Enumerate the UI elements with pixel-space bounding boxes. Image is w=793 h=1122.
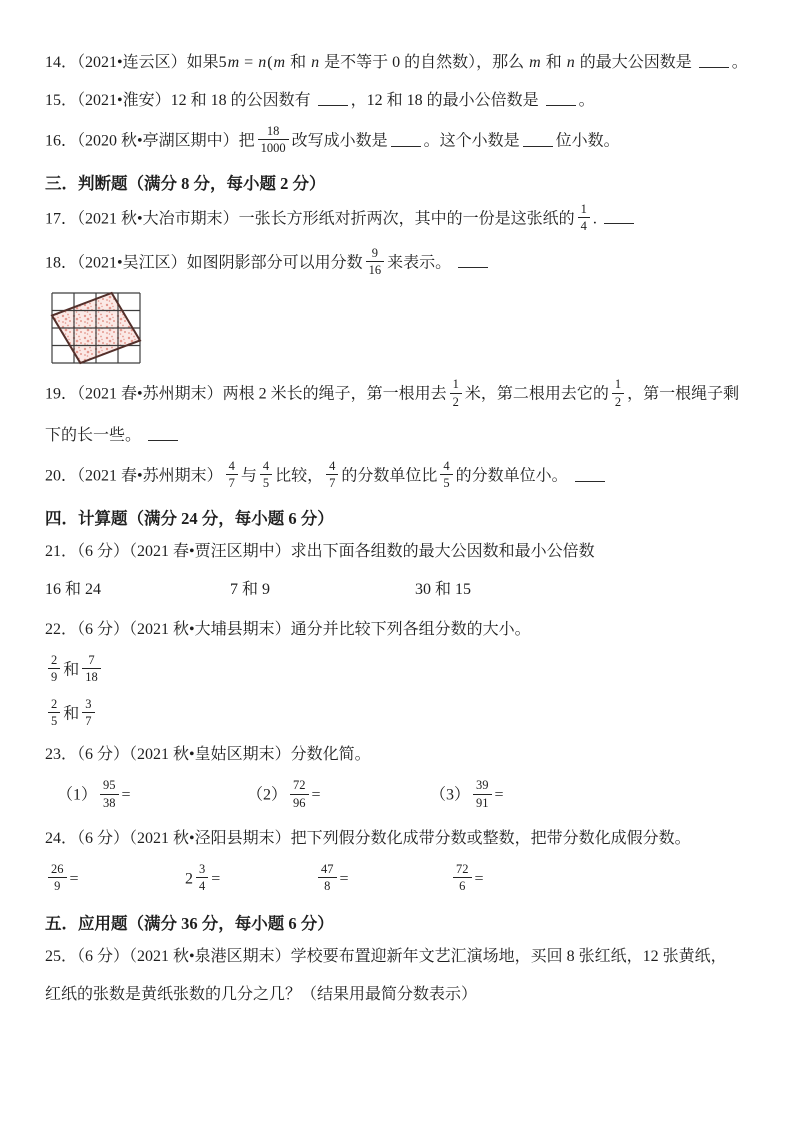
- fraction: [100, 778, 119, 810]
- fraction-denominator: 7: [226, 474, 238, 490]
- fraction-denominator: 96: [290, 794, 309, 810]
- question-17: [45, 201, 748, 236]
- text-run: 7 和 9: [230, 580, 271, 598]
- fraction-denominator: 18: [82, 668, 101, 684]
- text-run: 22．（6 分）（2021 秋•大埔县期末）通分并比较下列各组分数的大小。: [45, 620, 531, 638]
- fraction-denominator: 6: [453, 877, 472, 893]
- fraction-numerator: 3: [85, 696, 92, 711]
- fraction: [82, 653, 101, 685]
- question-19-line-1: [45, 379, 748, 411]
- fraction-numerator: 72: [293, 778, 306, 793]
- row-item: [430, 780, 504, 812]
- math-variable: m: [529, 54, 541, 71]
- question-18-figure: [50, 291, 748, 365]
- fraction: [82, 697, 94, 729]
- answer-blank: [546, 101, 576, 106]
- text-run: 2: [185, 870, 193, 888]
- fraction: [453, 862, 472, 894]
- text-run: 16．（2020 秋•亭湖区期中）把: [45, 132, 255, 150]
- fraction-denominator: 38: [100, 794, 119, 810]
- fraction-denominator: 9: [48, 877, 67, 893]
- fraction: [196, 862, 208, 894]
- question-25-line-1: [45, 944, 748, 970]
- question-22-pair-2: [45, 696, 748, 731]
- answer-blank: [391, 142, 421, 147]
- text-run: =: [339, 870, 349, 888]
- text-run: 的最大公因数是: [575, 54, 696, 71]
- answer-blank: [575, 477, 605, 482]
- question-20: [45, 461, 748, 493]
- text-run: 30 和 15: [415, 580, 472, 598]
- fraction-denominator: 4: [578, 217, 590, 233]
- text-run: ，第一根绳子剩: [627, 385, 740, 403]
- row-item: [57, 780, 247, 812]
- fraction-denominator: 2: [612, 393, 624, 409]
- question-23: [45, 742, 748, 768]
- row-item: [450, 864, 484, 896]
- text-run: .: [592, 210, 601, 228]
- text-run: 19．（2021 春•苏州期末）两根 2 米长的绳子，第一根用去: [45, 385, 447, 403]
- fraction-numerator: 9: [371, 245, 378, 260]
- answer-blank: [458, 263, 488, 268]
- text-run: 红纸的张数是黄纸张数的几分之几？（结果用最简分数表示）: [45, 985, 478, 1003]
- text-run: 16 和 24: [45, 580, 102, 598]
- text-run: ，12 和 18 的最小公倍数是: [350, 92, 543, 109]
- text-run: 的分数单位小。: [455, 467, 572, 485]
- fraction: [326, 459, 338, 491]
- text-run: =: [211, 870, 221, 888]
- fraction-denominator: 5: [48, 712, 60, 728]
- question-25-line-2: [45, 982, 748, 1008]
- text-run: 23．（6 分）（2021 秋•皇姑区期末）分数化简。: [45, 746, 371, 764]
- row-item: [315, 864, 450, 896]
- question-18: [45, 245, 748, 280]
- fraction-numerator: 4: [443, 459, 450, 473]
- text-run: 。: [731, 54, 748, 71]
- answer-blank: [318, 101, 348, 106]
- question-24-items: [45, 864, 748, 896]
- fraction: [473, 778, 492, 810]
- grid-square-figure: [50, 291, 142, 365]
- fraction: [578, 202, 590, 234]
- math-variable: n: [258, 54, 267, 71]
- text-run: 24．（6 分）（2021 秋•泾阳县期末）把下列假分数化成带分数或整数，把带分数化成假分数。: [45, 830, 691, 847]
- fraction-denominator: 2: [450, 393, 462, 409]
- section-5-heading: 五．应用题（满分 36 分，每小题 6 分）: [45, 913, 334, 933]
- text-run: 的分数单位比: [341, 467, 438, 485]
- fraction-denominator: 16: [366, 261, 385, 277]
- text-run: =: [311, 786, 321, 804]
- math-variable: n: [566, 54, 575, 71]
- text-run: =: [240, 54, 258, 71]
- text-run: 14．（2021•连云区）如果5: [45, 54, 227, 71]
- fraction-numerator: 18: [266, 124, 280, 138]
- question-19-line-2: [45, 423, 748, 449]
- text-run: 与: [240, 467, 257, 485]
- question-16: [45, 126, 748, 158]
- row-item: [185, 864, 315, 896]
- document-body: [45, 50, 748, 1008]
- fraction-denominator: 7: [82, 712, 94, 728]
- fraction: [48, 862, 67, 894]
- fraction-numerator: 1: [452, 377, 459, 392]
- text-run: 。这个小数是: [423, 132, 520, 150]
- text-run: 21．（6 分）（2021 春•贾汪区期中）求出下面各组数的最大公因数和最小公倍数: [45, 542, 595, 560]
- text-run: 。: [578, 92, 595, 109]
- text-run: 改写成小数是: [291, 132, 388, 150]
- fraction: [48, 653, 60, 685]
- question-22: [45, 617, 748, 643]
- fraction: [290, 778, 309, 810]
- section-4-heading: 四．计算题（满分 24 分，每小题 6 分）: [45, 508, 334, 528]
- answer-blank: [148, 436, 178, 441]
- fraction-numerator: 2: [51, 696, 58, 711]
- text-run: 下的长一些。: [45, 427, 146, 444]
- question-23-items: [45, 780, 748, 812]
- answer-blank: [604, 219, 634, 224]
- row-item: [230, 577, 415, 603]
- fraction-numerator: 72: [456, 862, 469, 876]
- fraction-denominator: 8: [318, 877, 337, 893]
- text-run: 比较，: [275, 467, 324, 485]
- question-22-pair-1: [45, 652, 748, 687]
- fraction-numerator: 2: [51, 652, 58, 667]
- question-21-items: [45, 577, 748, 603]
- math-variable: n: [311, 54, 320, 71]
- fraction-numerator: 7: [88, 652, 95, 667]
- text-run: 和: [541, 54, 566, 71]
- fraction-numerator: 47: [321, 862, 334, 876]
- fraction-denominator: 1000: [258, 139, 289, 155]
- text-run: 和: [286, 54, 311, 71]
- fraction: [260, 459, 272, 491]
- row-item: [415, 577, 471, 603]
- text-run: 18．（2021•吴江区）如图阴影部分可以用分数: [45, 254, 363, 272]
- text-run: 是不等于 0 的自然数），那么: [320, 54, 529, 71]
- question-15: [45, 88, 748, 114]
- fraction-numerator: 3: [199, 862, 206, 876]
- fraction-numerator: 4: [228, 459, 235, 473]
- text-run: 米，第二根用去它的: [464, 385, 609, 403]
- fraction-denominator: 5: [440, 474, 452, 490]
- row-item: [247, 780, 430, 812]
- fraction-denominator: 91: [473, 794, 492, 810]
- row-item: [45, 577, 230, 603]
- fraction-numerator: 4: [329, 459, 336, 473]
- math-variable: m: [273, 54, 286, 71]
- text-run: 位小数。: [555, 132, 620, 150]
- text-run: =: [474, 870, 484, 888]
- text-run: 17．（2021 秋•大冶市期末）一张长方形纸对折两次，其中的一份是这张纸的: [45, 210, 575, 228]
- fraction-numerator: 1: [614, 377, 622, 392]
- fraction: [258, 124, 289, 156]
- fraction-numerator: 1: [580, 201, 587, 216]
- question-21: [45, 539, 748, 565]
- question-24: [45, 826, 748, 852]
- fraction: [318, 862, 337, 894]
- fraction: [450, 377, 462, 409]
- answer-blank: [523, 142, 553, 147]
- text-run: （1）: [57, 786, 98, 804]
- text-run: 25．（6 分）（2021 秋•泉港区期末）学校要布置迎新年文艺汇演场地，买回 8 张红纸，12 张黄纸，: [45, 947, 727, 965]
- question-14: [45, 50, 748, 76]
- fraction-numerator: 26: [51, 862, 64, 876]
- text-run: =: [121, 786, 131, 804]
- fraction-numerator: 95: [103, 778, 116, 793]
- fraction-denominator: 4: [196, 877, 208, 893]
- text-run: 来表示。: [387, 254, 456, 272]
- fraction-numerator: 4: [262, 459, 270, 473]
- text-run: (: [267, 54, 273, 71]
- fraction-numerator: 39: [476, 778, 489, 793]
- section-3-heading: 三．判断题（满分 8 分，每小题 2 分）: [45, 173, 326, 193]
- text-run: 和: [63, 661, 80, 679]
- text-run: =: [494, 786, 504, 804]
- row-item: [45, 864, 185, 896]
- fraction-denominator: 7: [326, 474, 338, 490]
- answer-blank: [699, 63, 729, 68]
- fraction: [48, 697, 60, 729]
- text-run: 20．（2021 春•苏州期末）: [45, 467, 223, 485]
- fraction: [612, 377, 624, 409]
- fraction-denominator: 5: [260, 474, 272, 490]
- fraction: [226, 459, 238, 491]
- math-variable: m: [227, 54, 240, 71]
- text-run: 15．（2021•淮安）12 和 18 的公因数有: [45, 92, 315, 109]
- text-run: =: [69, 870, 79, 888]
- text-run: （3）: [430, 786, 471, 804]
- text-run: （2）: [247, 786, 288, 804]
- text-run: 和: [63, 705, 80, 723]
- fraction-denominator: 9: [48, 668, 60, 684]
- fraction: [440, 459, 452, 491]
- fraction: [366, 246, 385, 278]
